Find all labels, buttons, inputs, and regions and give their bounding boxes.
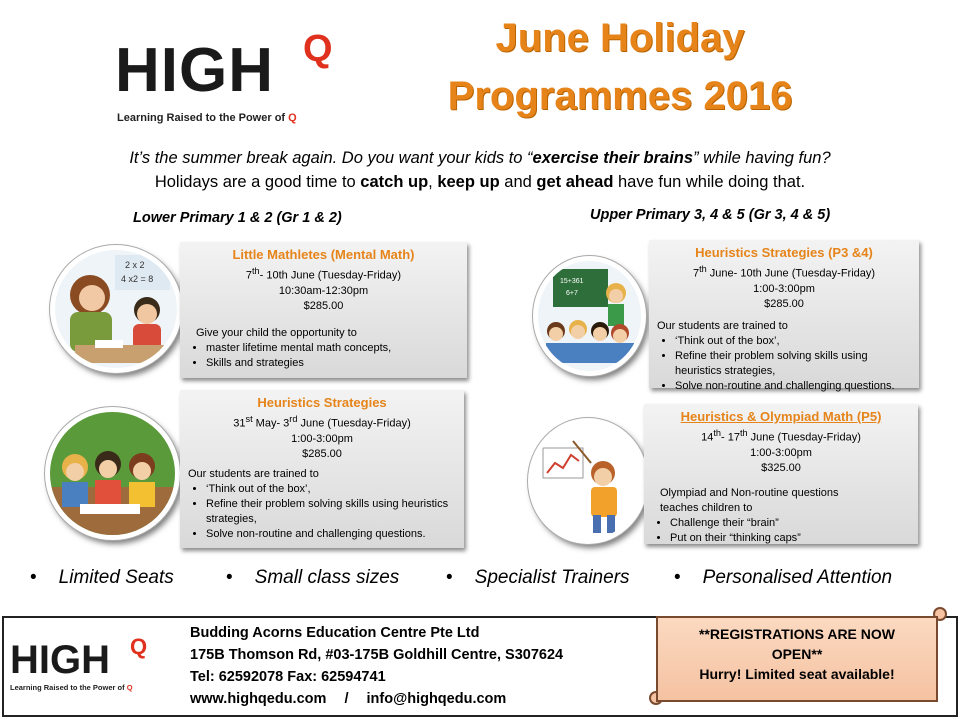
program-title: Heuristics Strategies (P3 &4) [695, 245, 873, 260]
program-dates: 14th- 17th June (Tuesday-Friday) [701, 428, 861, 444]
program-time: 1:00-3:00pm [753, 282, 815, 295]
svg-text:4 x2 = 8: 4 x2 = 8 [121, 274, 154, 284]
feature-small-class: • Small class sizes [226, 567, 399, 589]
upper-primary-heading: Upper Primary 3, 4 & 5 (Gr 3, 4 & 5) [590, 207, 831, 223]
feature-personalised-attention: • Personalised Attention [674, 567, 892, 589]
list-item: • ‘Think out of the box’, [675, 334, 911, 349]
program-card-heuristics-p3-4 [649, 240, 919, 392]
phone-fax: Tel: 62592078 Fax: 62594741 [190, 669, 386, 685]
program-dates: 7th- 10th June (Tuesday-Friday) [245, 266, 402, 282]
program-dates: 7th June- 10th June (Tuesday-Friday) [692, 264, 876, 280]
list-item: • Challenge their “brain” [670, 516, 910, 531]
list-item: • Solve non-routine and challenging questions. [206, 527, 456, 542]
program-bullets [188, 482, 456, 542]
program-title: Little Mathletes (Mental Math) [232, 247, 415, 262]
email-link[interactable]: info@highqedu.com [366, 691, 507, 707]
registration-text: **REGISTRATIONS ARE NOW OPEN** Hurry! Limited seat available! [656, 616, 938, 702]
feature-limited-seats: • Limited Seats [30, 567, 174, 589]
website-link[interactable]: www.highqedu.com [190, 691, 327, 707]
program-card-olympiad [644, 404, 918, 544]
highq-logo [115, 28, 375, 130]
feature-specialist-trainers: • Specialist Trainers [446, 567, 630, 589]
program-title: Heuristics & Olympiad Math (P5) [680, 409, 882, 424]
footer-logo-wordmark: HIGH [10, 638, 110, 682]
program-card-little-mathletes [180, 242, 467, 378]
svg-text:2 x 2: 2 x 2 [125, 260, 145, 270]
list-item: • ‘Think out of the box’, [206, 482, 456, 497]
registration-banner [648, 606, 948, 706]
contact-info [190, 622, 563, 710]
lower-primary-heading: Lower Primary 1 & 2 (Gr 1 & 2) [133, 210, 342, 226]
upper-heuristics-illustration [533, 256, 646, 376]
svg-text:6+7: 6+7 [566, 290, 578, 297]
footer-logo [10, 634, 170, 702]
list-item: • master lifetime mental math concepts, [206, 341, 459, 356]
program-bullets [652, 516, 910, 546]
features-row [0, 567, 960, 597]
program-dates: 31st May- 3rd June (Tuesday-Friday) [233, 414, 411, 430]
address: 175B Thomson Rd, #03-175B Goldhill Centre, S307624 [190, 647, 564, 663]
program-intro: Give your child the opportunity to [196, 326, 357, 339]
mental-math-illustration [50, 245, 182, 373]
page-title: June Holiday Programmes 2016 [447, 16, 793, 118]
intro-text: It’s the summer break again. Do you want your kids to “exercise their brains” while having fun? Holidays are a good time to catch up, keep up and get ahead have fun while doing that. [129, 149, 831, 191]
program-price: $285.00 [303, 299, 344, 312]
program-bullets [188, 341, 459, 371]
list-item: • Skills and strategies [206, 356, 459, 371]
heuristics-lower-illustration [45, 407, 180, 540]
program-intro: Our students are trained to [188, 467, 319, 480]
footer-logo-q: Q [130, 634, 148, 659]
list-item: • Solve non-routine and challenging questions. [675, 379, 911, 394]
program-price: $285.00 [764, 297, 804, 310]
svg-text:15+361: 15+361 [560, 278, 584, 285]
program-time: 10:30am-12:30pm [278, 284, 369, 297]
logo-tagline: Learning Raised to the Power of Q [117, 112, 297, 124]
list-item: • Put on their “thinking caps” [670, 531, 910, 546]
program-price: $285.00 [302, 447, 342, 460]
program-card-heuristics-lower [180, 390, 464, 548]
program-price: $325.00 [761, 461, 801, 474]
program-intro: Our students are trained to [657, 319, 788, 332]
footer-logo-tagline: Learning Raised to the Power of Q [10, 683, 133, 692]
olympiad-illustration [528, 418, 648, 544]
program-time: 1:00-3:00pm [291, 432, 353, 445]
program-intro: Olympiad and Non-routine questions teaches children to [660, 486, 839, 514]
web-email: www.highqedu.com / info@highqedu.com [190, 691, 507, 707]
program-bullets [657, 334, 911, 394]
program-time: 1:00-3:00pm [750, 446, 812, 459]
list-item: • Refine their problem solving skills using heuristics strategies, [206, 497, 456, 527]
logo-q: Q [303, 28, 333, 70]
program-title: Heuristics Strategies [257, 395, 387, 410]
list-item: • Refine their problem solving skills using heuristics strategies, [675, 349, 911, 379]
logo-word: HIGH [115, 36, 274, 105]
logo-wordmark [115, 36, 375, 105]
company-name: Budding Acorns Education Centre Pte Ltd [190, 625, 480, 641]
